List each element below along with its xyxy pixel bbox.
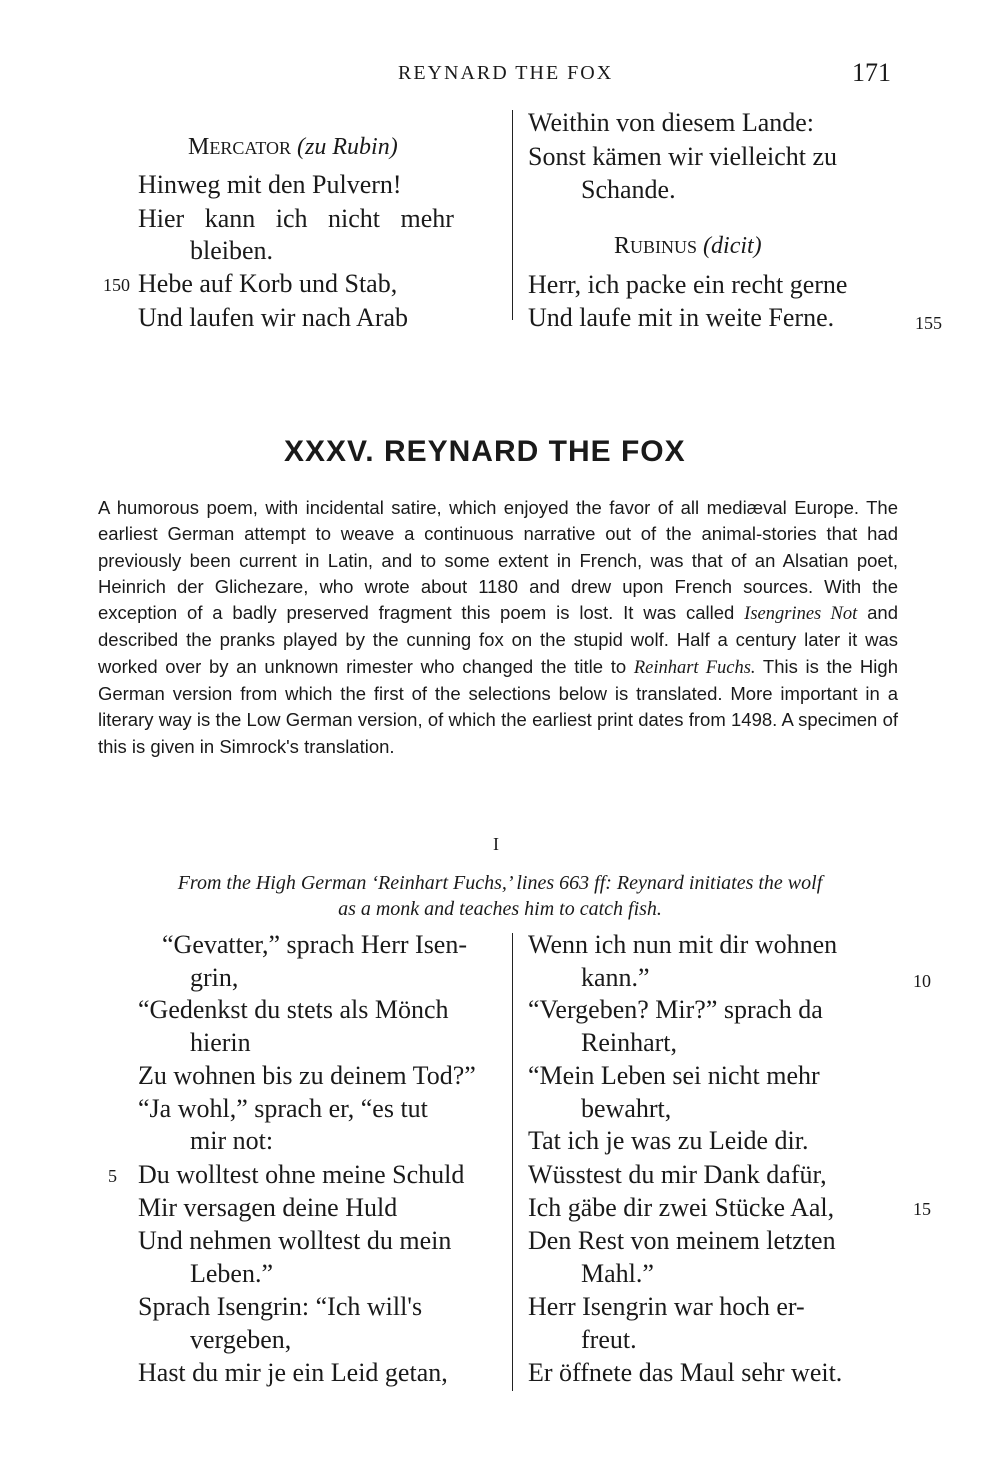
verse-line: Hinweg mit den Pulvern! bbox=[138, 170, 402, 199]
verse-line: freut. bbox=[581, 1325, 637, 1354]
verse-line: Hebe auf Korb und Stab, bbox=[138, 269, 398, 298]
line-number: 5 bbox=[108, 1166, 117, 1186]
verse-line: Er öffnete das Maul sehr weit. bbox=[528, 1358, 843, 1387]
verse-line: bewahrt, bbox=[581, 1094, 672, 1123]
verse-line: Weithin von diesem Lande: bbox=[528, 108, 814, 137]
verse-line: “Mein Leben sei nicht mehr bbox=[528, 1061, 820, 1090]
verse-line: Tat ich je was zu Leide dir. bbox=[528, 1126, 809, 1155]
chapter-intro: A humorous poem, with incidental satire, which enjoyed the favor of all mediæval Europe. The earliest German attempt to weave a continuous narrative out of the animal-stories that had previously been current in Latin, and to some extent in French, was that of an Alsatian poet, Heinrich der Glichezare, who wrote about 1180 and drew upon French sources. With the exception of a badly preserved fragment this poem is lost. It was called Isengrines Not and described the pranks played by the cunning fox on the stupid wolf. Half a century later it was worked over by an unknown rimester who changed the title to Reinhart Fuchs. This is the High German version from which the first of the selections below is translated. More important in a literary way is the Low German version, of which the earliest print dates from 1498. A specimen of this is given in Simrock's translation. bbox=[98, 497, 898, 757]
section-number: I bbox=[493, 834, 499, 854]
verse-line: “Gedenkst du stets als Mönch bbox=[138, 995, 449, 1024]
section-caption-line2: as a monk and teaches him to catch fish. bbox=[338, 898, 662, 920]
verse-line: Leben.” bbox=[190, 1259, 274, 1288]
verse-line: Ich gäbe dir zwei Stücke Aal, bbox=[528, 1193, 835, 1222]
verse-line: bleiben. bbox=[190, 236, 274, 265]
verse-line: “Ja wohl,” sprach er, “es tut bbox=[138, 1094, 428, 1123]
verse-line: Den Rest von meinem letzten bbox=[528, 1226, 836, 1255]
verse-line: Wenn ich nun mit dir wohnen bbox=[528, 930, 838, 959]
verse-line: Schande. bbox=[581, 175, 676, 204]
verse-line: kann.” bbox=[581, 963, 650, 992]
section-caption-line1: From the High German ‘Reinhart Fuchs,’ lines 663 ff: Reynard initiates the wolf bbox=[177, 872, 823, 894]
speaker-note: (zu Rubin) bbox=[297, 134, 398, 160]
verse-line: Und laufe mit in weite Ferne. bbox=[528, 303, 835, 332]
speaker-note: (dicit) bbox=[703, 233, 762, 259]
verse-line: Du wolltest ohne meine Schuld bbox=[138, 1160, 465, 1189]
verse-line: Herr Isengrin war hoch er- bbox=[528, 1292, 805, 1321]
verse-line: “Gevatter,” sprach Herr Isen- bbox=[162, 930, 468, 959]
verse-line: Sonst kämen wir vielleicht zu bbox=[528, 142, 838, 171]
verse-line: Wüsstest du mir Dank dafür, bbox=[528, 1160, 827, 1189]
line-number: 10 bbox=[913, 971, 931, 991]
verse-line: “Vergeben? Mir?” sprach da bbox=[528, 995, 823, 1024]
speaker-mercator: MERCATOR (zu Rubin) bbox=[188, 134, 398, 160]
running-title: REYNARD THE FOX bbox=[398, 62, 614, 84]
page-number: 171 bbox=[852, 58, 891, 87]
line-number: 155 bbox=[915, 313, 942, 333]
verse-line: vergeben, bbox=[190, 1325, 292, 1354]
verse-line: Mahl.” bbox=[581, 1259, 654, 1288]
verse-line: Und nehmen wolltest du mein bbox=[138, 1226, 452, 1255]
chapter-title: XXXV. REYNARD THE FOX bbox=[284, 435, 686, 468]
verse-line: Mir versagen deine Huld bbox=[138, 1193, 398, 1222]
column-divider bbox=[512, 933, 513, 1391]
speaker-rubinus: RUBINUS (dicit) bbox=[614, 233, 762, 259]
verse-line: hierin bbox=[190, 1028, 251, 1057]
verse-line: Reinhart, bbox=[581, 1028, 678, 1057]
verse-line: Sprach Isengrin: “Ich will's bbox=[138, 1292, 423, 1321]
line-number: 150 bbox=[103, 275, 130, 295]
verse-line: Zu wohnen bis zu deinem Tod?” bbox=[138, 1061, 476, 1090]
verse-line: Hast du mir je ein Leid getan, bbox=[138, 1358, 448, 1387]
verse-line: Und laufen wir nach Arab bbox=[138, 303, 409, 332]
line-number: 15 bbox=[913, 1199, 931, 1219]
verse-line: mir not: bbox=[190, 1126, 274, 1155]
verse-line: Herr, ich packe ein recht gerne bbox=[528, 270, 848, 299]
verse-line: Hier kann ich nicht mehr bbox=[138, 204, 454, 233]
verse-line: grin, bbox=[190, 963, 239, 992]
column-divider bbox=[512, 110, 513, 320]
